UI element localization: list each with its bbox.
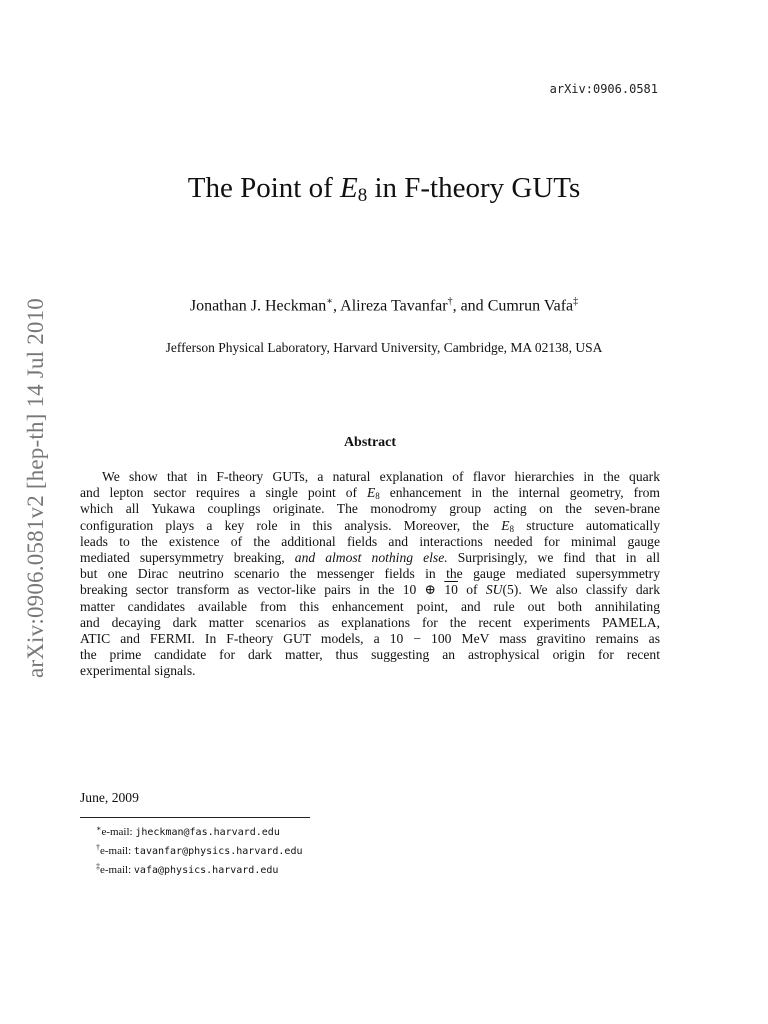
footnote-item bbox=[96, 859, 302, 878]
footnote-mark: ∗ bbox=[96, 824, 102, 833]
footnote-mark: † bbox=[96, 843, 100, 852]
title-suffix: in F-theory GUTs bbox=[367, 172, 581, 204]
author-vafa: Cumrun Vafa bbox=[487, 297, 574, 315]
abstract-line: We show that in F-theory GUTs, a natural explanation of flavor hierarchies in the quark bbox=[102, 469, 660, 484]
footnote-label: e-mail: bbox=[100, 845, 134, 857]
abstract-line: ATIC and FERMI. In F-theory GUT models, a 10 − 100 MeV mass gravitino remains as bbox=[80, 630, 660, 646]
abstract-line: which all Yukawa couplings originate. The monodromy group acting on the seven-brane bbox=[80, 501, 660, 517]
footnote-email[interactable]: tavanfar@physics.harvard.edu bbox=[133, 846, 303, 857]
abstract-line: leads to the existence of the additional fields and interactions needed for minimal gauge bbox=[80, 533, 660, 549]
footnote-item bbox=[96, 821, 302, 840]
abstract-line: mediated supersymmetry breaking, and almost nothing else. Surprisingly, we find that in all bbox=[80, 549, 661, 565]
abstract-line: experimental signals. bbox=[80, 663, 196, 679]
author-vafa-mark: ‡ bbox=[573, 296, 579, 307]
author-heckman: Jonathan J. Heckman bbox=[189, 297, 327, 315]
footnote-label: e-mail: bbox=[101, 826, 136, 838]
footnote-item bbox=[96, 840, 302, 859]
abstract-heading: Abstract bbox=[343, 435, 397, 450]
abstract-body bbox=[80, 469, 660, 679]
footnote-rule bbox=[80, 817, 310, 818]
abstract-line: configuration plays a key role in this analysis. Moreover, the $E_8$ structure automatically bbox=[80, 517, 660, 534]
abstract-line: breaking sector transform as vector-like pairs in the 10 ⊕ 10 of SU(5). We also classify dark bbox=[80, 582, 660, 598]
author-separator: , bbox=[333, 297, 341, 315]
title-symbol: E bbox=[339, 172, 358, 204]
arxiv-identifier: arXiv:0906.0581 bbox=[549, 82, 658, 96]
author-separator: , and bbox=[452, 297, 488, 315]
publication-date: June, 2009 bbox=[80, 790, 139, 805]
title-prefix: The Point of bbox=[187, 172, 340, 204]
author-heckman-mark: ∗ bbox=[326, 296, 334, 307]
author-list bbox=[0, 296, 768, 315]
title-symbol-subscript: 8 bbox=[357, 185, 368, 206]
abstract-line: the prime candidate for dark matter, thus suggesting an astrophysical origin for recent bbox=[80, 647, 660, 663]
footnote-mark: ‡ bbox=[96, 862, 100, 871]
footnote-email[interactable]: jheckman@fas.harvard.edu bbox=[135, 827, 280, 838]
paper-title bbox=[0, 172, 768, 207]
abstract-line: and decaying dark matter scenarios as explanations for the recent experiments PAMELA, bbox=[80, 614, 660, 630]
abstract-line: matter candidates available from this enhancement point, and rule out both annihilating bbox=[80, 598, 660, 614]
arxiv-side-stamp bbox=[18, 268, 54, 708]
author-tavanfar-mark: † bbox=[447, 296, 453, 307]
footnote-label: e-mail: bbox=[100, 864, 134, 876]
author-tavanfar: Alireza Tavanfar bbox=[340, 297, 448, 315]
abstract-line: and lepton sector requires a single point of $E_8$ enhancement in the internal geometry, from bbox=[80, 485, 660, 502]
footnote-email[interactable]: vafa@physics.harvard.edu bbox=[133, 865, 279, 876]
footnotes bbox=[96, 821, 302, 878]
arxiv-stamp-text: arXiv:0906.0581v2 [hep-th] 14 Jul 2010 bbox=[23, 297, 48, 679]
affiliation: Jefferson Physical Laboratory, Harvard University, Cambridge, MA 02138, USA bbox=[165, 340, 603, 355]
abstract-line: but one Dirac neutrino scenario the messenger fields in the gauge mediated supersymmetry bbox=[80, 566, 660, 582]
